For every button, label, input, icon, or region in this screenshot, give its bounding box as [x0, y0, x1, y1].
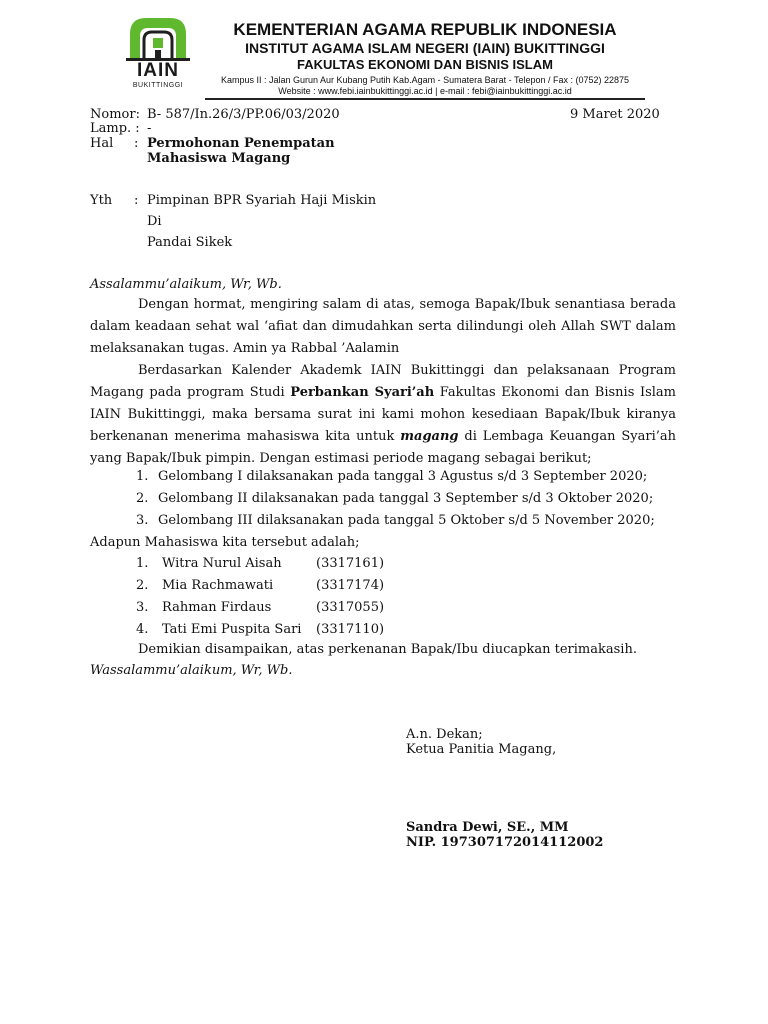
- logo-subtext: BUKITTINGGI: [132, 82, 184, 89]
- signatory-nip: NIP. 197307172014112002: [406, 835, 604, 850]
- request-text-c: di Lembaga Keuangan Syari’ah yang Bapak/Ibuk pimpin. Dengan estimasi periode magang sebagai berikut;: [90, 429, 676, 466]
- letter-date: 9 Maret 2020: [570, 107, 660, 122]
- recipient-location: Pandai Sikek: [147, 235, 233, 250]
- signature-on-behalf: A.n. Dekan;: [406, 727, 483, 742]
- letterhead-institute: INSTITUT AGAMA ISLAM NEGERI (IAIN) BUKITTINGGI: [245, 40, 605, 56]
- list-item: 4. Tati Emi Puspita Sari (3317110): [136, 622, 385, 637]
- subject-line2: Mahasiswa Magang: [147, 151, 291, 166]
- letterhead-address: Kampus II : Jalan Gurun Aur Kubang Putih Kab.Agam - Sumatera Barat - Telepon / Fax : (0752) 22875: [220, 75, 630, 85]
- closing-sentence: Demikian disampaikan, atas perkenanan Bapak/Ibu diucapkan terimakasih.: [138, 642, 637, 657]
- paragraph-opening: Dengan hormat, mengiring salam di atas, semoga Bapak/Ibuk senantiasa berada dalam keadaan sehat wal ‘afiat dan dimudahkan serta dilindungi oleh Allah SWT dalam melaksanakan tugas. Amin ya Rabbal ’Aalamin: [90, 297, 676, 356]
- list-item: 1. Witra Nurul Aisah (3317161): [136, 556, 385, 571]
- nomor-label: Nomor:: [90, 107, 140, 122]
- list-item: 1. Gelombang I dilaksanakan pada tanggal 3 Agustus s/d 3 September 2020;: [136, 469, 648, 484]
- list-item: 2. Gelombang II dilaksanakan pada tanggal 3 September s/d 3 Oktober 2020;: [136, 491, 654, 506]
- letterhead-ministry: KEMENTERIAN AGAMA REPUBLIK INDONESIA: [233, 20, 617, 39]
- list-item: 3. Gelombang III dilaksanakan pada tanggal 5 Oktober s/d 5 November 2020;: [136, 513, 655, 528]
- list-item: 2. Mia Rachmawati (3317174): [136, 578, 385, 593]
- letterhead: [205, 20, 645, 97]
- study-program: Perbankan Syari’ah: [290, 385, 435, 400]
- recipient-di: Di: [147, 214, 162, 229]
- logo-text: IAIN: [137, 60, 179, 81]
- signature-position: Ketua Panitia Magang,: [406, 742, 557, 757]
- magang-emphasis: magang: [400, 429, 459, 444]
- hal-label: Hal: [90, 136, 114, 151]
- farewell: Wassalammu’alaikum, Wr, Wb.: [90, 663, 293, 678]
- lamp-label: Lamp. :: [90, 121, 140, 136]
- signatory-name: Sandra Dewi, SE., MM: [406, 820, 569, 835]
- letterhead-website: Website : www.febi.iainbukittinggi.ac.id | e-mail : febi@iainbukittinggi.ac.id: [278, 86, 572, 96]
- recipient-colon: :: [134, 193, 139, 208]
- request-text-a: Berdasarkan Kalender Akademk IAIN Bukittinggi dan pelaksanaan Program Magang pada program Studi: [90, 363, 676, 400]
- student-list: [136, 553, 384, 641]
- paragraph-request: [90, 360, 676, 470]
- nomor-value: B- 587/In.26/3/PP.06/03/2020: [147, 107, 340, 122]
- request-text-b: Fakultas Ekonomi dan Bisnis Islam IAIN Bukittinggi, maka bersama surat ini kami mohon kesediaan Bapak/Ibuk kiranya berkenanan menerima mahasiswa kita untuk: [90, 385, 676, 444]
- lamp-value: -: [147, 121, 152, 136]
- letterhead-divider: [205, 98, 645, 100]
- recipient-label: Yth: [90, 193, 113, 208]
- greeting: Assalammu’alaikum, Wr, Wb.: [90, 277, 282, 292]
- recipient-name: Pimpinan BPR Syariah Haji Miskin: [147, 193, 377, 208]
- hal-colon: :: [134, 136, 139, 151]
- list-item: 3. Rahman Firdaus (3317055): [136, 600, 385, 615]
- subject-line1: Permohonan Penempatan: [147, 136, 335, 151]
- students-intro: Adapun Mahasiswa kita tersebut adalah;: [90, 535, 360, 550]
- letterhead-faculty: FAKULTAS EKONOMI DAN BISNIS ISLAM: [297, 57, 553, 72]
- period-list: [136, 466, 655, 532]
